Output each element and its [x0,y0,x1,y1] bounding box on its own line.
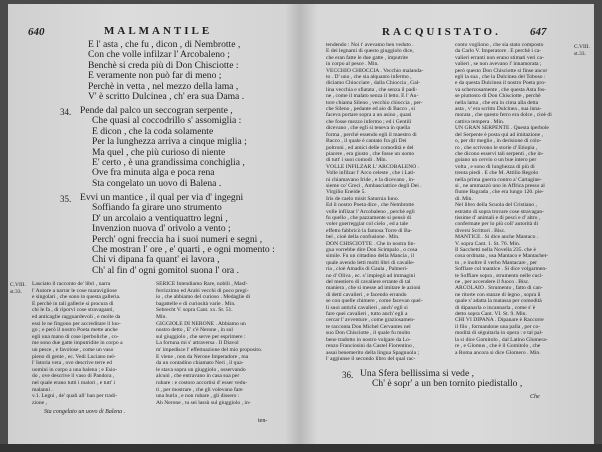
note-line: o, per dir meglio , in derisione di colo- [455,138,542,145]
note-line: maniera , che si messe ad imitare le azioni [326,285,421,292]
note-line: CHI VI DIPANA . Dipanare è Raccorre [455,317,544,324]
note-line: no d' Oliva , ec. s' impiegò ad immagini [326,272,416,279]
note-line: ria , cioè Amadis di Gaula , Palmeri- [326,266,408,273]
note-line: goiano un cervio o un bue intero per [455,157,537,164]
note-line: le stava sopra un giuggiolo , osservando [156,366,246,373]
verse-line: Chi vi dipana fa quant' ei lavora , [92,254,220,266]
note-line: una burla , e non rubare , gli dissero : [156,393,240,400]
note-line: e singolari , che sono in questa galleria. [32,294,121,301]
note-line: Sebrecht V. sopra Cant. xx. St. 51. [156,307,233,314]
note-line: l' Istoria vera , ove descrive terre ed [32,360,112,367]
note-line: egli la sua , che la Dulcinea del Toboso : [455,74,546,81]
verse-line: Con che volle infilzar l' Arcobaleno ; [88,49,230,61]
note-line: assai benemerito della lingua Spagnuola ; [326,349,420,356]
note-line: Ed il nostro Poeta dice , che Nembrotte [326,202,414,209]
note-line: diciamo Chiocciare , dalla Chioccia , Gal- [326,80,421,87]
verse-line: E' certo , è una grandissima conchiglia , [92,157,245,169]
note-line: malanni . [32,386,53,393]
verse-line: V' è scritto Dulcinea , ch' era sua Dama . [88,91,245,103]
running-head: RACQUISTATO. [382,26,501,38]
note-line: pieno di gente , ec. Vedi Luciano nel- [32,353,116,360]
note-line: però questo Don Chisciotte si finse ancor [455,67,548,74]
note-line: to , e inoltre il verbo Mantacare , per [455,259,538,266]
note-line: li suoi antichi cavalieri , anch' egli si [326,304,408,311]
note-line: in corpo al pesce . Min. [326,61,379,68]
note-line: suo Don Chisciotte , il quale fu molto [326,330,411,337]
note-line: VOLLE INFILZAR L' ARCOBALENO . [326,163,420,170]
note-line: estratto di sopra trovare cose stravagan- [455,208,544,215]
note-line: l' Autore a narrar le cose maravigliose [32,287,117,294]
note-line: renzo Franciosini da Castel Fiorentino , [326,343,415,350]
note-line: v.1. Legni , de' quali all' han per tradi- [32,393,118,400]
note-line: do , ove descrive il vaso di Pandora , [32,373,115,380]
note-line: valieri , se non avevano l' innamorata ; [455,61,542,68]
verse-line: D' un arcolaio a ventiquattro legni , [92,212,228,224]
note-line: essi le ne fingono per accreditare il luo- [32,320,121,327]
stanza-number: 34. [60,107,72,117]
note-line: di dipanarla o incannarla , come s' è [455,304,536,311]
note-line: uomini in corpo a una balena ; e Esio- [32,366,118,373]
note-line: che fosse mezzo infermo ; ed i Gentili [326,118,412,125]
verse-line: Che quasi al coccodrillo s' assomiglia : [92,115,242,127]
note-line: ne , come il malato senza il letto. E l' Au- [326,93,419,100]
note-line: trenta piedi . E che M. Attilio Regolo [455,170,539,177]
right-page [300,4,594,444]
note-line: del Serpente è posta qui ad imitazione , [455,131,543,138]
note-line: nella prima guerra contro a' Cartagine- [455,176,542,183]
catchword: ten- [258,418,268,424]
note-line: rubare : e costoro accortisi d' esser vedu- [156,379,248,386]
note-line: asta , v' era scritto Dulcinea , sua inna- [455,106,542,113]
left-page [8,4,300,444]
notes-column-2 [156,281,292,406]
note-line: nel quale erano tutti i malori , e tutt' i [32,379,116,386]
note-line: conto vogliono , che sia stato composto [455,42,544,48]
note-line: to . D' uno , che sia alquanto infermo , [326,74,412,81]
stanza-number: 36. [342,370,354,380]
note-line: e da questa Dulcinea il nostro Poeta pro- [455,80,546,87]
note-line: detto sopra Cant. VI. St. 9. Min. [455,311,527,318]
note-line: tore chiama Sileno , vecchio chioccia , per- [326,99,423,106]
note-line: simile. Fu un cittadino della Mancia , il [326,253,415,260]
note-line: Lasciato il racconto de' libri , narra [32,281,111,287]
note-line: di. Min. [455,195,473,202]
running-head: MALMANTILE [104,25,213,37]
note-line: cercar l' avventure , come graziosamen- [326,317,415,324]
verse-line: Benchè si creda più di Don Chisciotte : [88,59,239,71]
note-line: sul giuggiolo , che serve per esprimere : [156,333,246,340]
note-line: poltroni , ed amici delle comodità e del [326,144,414,151]
note-line: E perchè in tali gallerie si procura di [32,300,114,307]
verse-line: Ma quel , che più curioso di niente [92,146,226,158]
note-line: nostro detto , E' c'è Nerone , in sul [156,327,233,334]
note-line: il filo , formandone una palla , per co- [455,323,541,330]
note-line: di tutt' i suoi comodi . Min. [326,157,387,164]
note-line: Iris de caelo misit Saturnia Iuno. [326,195,400,202]
note-line: volle infilzar l' Arcobaleno , perchè egli [326,208,415,215]
note-line: da Carlo V. Imperatore . E perchè i ca- [455,48,542,55]
note-line: gua vorrebbe dire Don Scimpalo , o cosa [326,247,418,253]
verse-line: Pende dal palco un seccogran serpente , [80,105,233,116]
note-line: MANTICE . Si dice anche Mantaco . [455,234,539,241]
note-line: voler guerreggiar col cielo , ed a tale [326,221,408,228]
note-line: zione , [32,399,47,406]
note-line: se piuttosto di Don Chisciotte , perchè [455,93,541,100]
note-line: Ah Nerone , tu sei lassù sul giuggiolo , in- [156,399,251,406]
note-line: ne , per accendere il fuoco . Bisc. [455,279,530,286]
note-line: lina vecchia e sfiatata , che senza il padi- [326,86,418,93]
verse-line: E l' asta , che fu , dicon , di Nembrotte , [88,39,241,50]
notes-column-2 [455,42,572,356]
note-line: chi le fa , di riporvi cose stravaganti, [32,307,114,314]
note-line: un pesce , e favolose , come un vaso [32,346,114,353]
scanner-edge [0,444,602,452]
note-line: modità di sèguitarla in opera : e tal pal- [455,330,543,337]
note-line: che dicono esservi tali serpenti , che in- [455,150,544,157]
verse-line: Evvi un mantice , il qual per via d' ingegni [80,192,244,203]
verse-line: Invenzion nuova d' orivolo a vento ; [92,223,231,235]
catchword: Che [530,394,540,400]
note-line: piacere , era giusto , che fosse un uomo [326,150,415,157]
note-line: bene tradotto in nostro volgare da Lo- [326,336,411,343]
note-line: va scherzosamente , che questa Asta fos- [455,86,547,93]
stanza-number: 35. [60,194,72,204]
note-line: ne ritorte con stanze di legno , sopra il [455,291,541,298]
note-line: a Roma ancora si dice Glomero . Min. [455,349,541,356]
note-line: bagattelle e di curiosità varie . Min. [156,300,236,307]
note-line: si , ne ammazzò uno in Affrica presso al [455,182,545,189]
note-line: fu quello , che pazzamente si pensò di [326,214,412,221]
verse-line: Sta congelato un uovo di Balena . [92,177,222,189]
note-line: di detti cavalieri , e facendo errando [326,291,407,298]
notes-column-1 [32,281,152,406]
verse-line: Che mostran l' ore , e' quarti , e ogni momento : [92,244,275,256]
note-line: cosa ordinata , usa Mantaco e Mantachet- [455,253,549,260]
note-line: te Soffiare sopra , strumento nelle cuci- [455,272,544,279]
note-line: Min. [156,313,167,320]
note-line: Bacco , il quale è cantato fra gli Dei [326,138,407,145]
note-line: faceva portare sopra a un asino , quasi [326,112,412,119]
verse-line: Una Sfera bellissima si vede , [360,368,475,379]
stanza-34 [80,106,247,189]
note-line: l' aggiunse il secondo libro del qual rac- [326,355,416,362]
verse-line: Ch' è sopr' a un ben tornito piedistallo , [372,378,523,390]
note-line: E dei legnami di questo giuggiolo dice, [326,48,414,55]
note-line: re , e Glomus , che è il Gomitolo , che [455,343,541,350]
note-line: morata , che questo ferro era dolce , cioè di [455,112,552,119]
note-line: effetto fabbricò la famosa Torre di Ba- [326,227,413,234]
note-line: volta , e sono di lunghezza di più di [455,163,535,170]
margin-reference: C.VIII. st.33. [10,282,26,295]
stanza-36 [360,369,522,390]
note-line: UN GRAN SERPENTE . Questa iperbole [455,125,549,132]
note-line: ti , per mostrare , che gli volevano fare [156,386,243,393]
note-line: confermate per lo più coll' autorità di [455,221,539,228]
catchline: Sta congelato un uovo di Balena . [44,409,126,415]
note-line: del mestiero di cavaliere errante di tal [326,279,411,286]
note-line: Volle infilzar l' Arco celeste , che i Lati- [326,170,416,177]
note-line: io , che abbiamo del curioso . Medaglie di [156,294,251,301]
note-line: egli una mano di cose iperboliche , co- [32,333,119,340]
note-line: ed anticaglie ragguardevoli , e molte da [32,313,121,320]
verse-line: Ch' al fin d' ogni gomitol suona l' ora . [92,264,239,276]
page-number: 647 [530,26,547,38]
notes-column-1 [326,42,451,362]
note-line: Soffiare col mantice . Si dice volgarmen- [455,266,548,273]
note-line: GIGGIOLE DI NERONE . Abbiamo un [156,320,246,327]
note-line: V. sopra Cant. 1. St. 76. Min. [455,240,521,247]
note-line: Virgilio Eneide 5. [326,189,366,196]
note-line: DON CHISCIOTTE . Che in nostra lin- [326,240,416,247]
note-line: ARCOLAIO . Strumento , fatto di can- [455,285,543,292]
note-line: da un contadino chiamato Neri , il qua- [156,360,244,367]
note-line: sieme co' Greci , Ambasciatrice degli Dei . [326,182,422,189]
note-line: fiume Bagrada , che era lungo 120. pie- [455,189,544,196]
margin-reference: C.VIII. st.33. [574,44,590,57]
note-line: forma , perchè essendo egli il maestro di [326,131,417,138]
note-line: nella lama , che era in cima alla detta [455,99,539,106]
note-line: quale avendo letti molti libri di cavalle- [326,259,415,266]
note-line: tissime d' animali e di pesci e d' altro , [455,214,541,221]
note-line: quale s' adatta la matassa per comodità [455,298,542,305]
note-line: te racconta Don Michel Cervantes nel [326,323,411,330]
note-line: m' impedisce l' effettuazione del mio proposito. [156,346,263,353]
note-line: dicevano , che egli si teneva in quella [326,125,410,132]
note-line: me sono due gatte imputridite in corpo a [32,340,123,347]
note-line: se con quelle chimere , come facevan quel- [326,298,423,305]
note-line: che eran fatte le due gatte , imputrite [326,54,409,61]
note-line: SERICE Intendiamo Rare, nobili , Masf- [156,281,248,287]
note-line: alcuni , che entravano in casa sua per [156,373,240,380]
verse-line: Perchè in vetta , nel mezzo della lama , [88,80,239,92]
stanza-35 [80,193,275,276]
note-line: la si dice Gomitolo , dal Latino Glomera- [455,336,548,343]
page-number: 640 [28,26,45,38]
note-line: VECCHIO CHIOCCIA . Vecchio malanda- [326,67,424,74]
verse-line: Perch' ogni freccia ha i suoi numeri e segni , [92,233,263,245]
stanza-33-tail [88,40,244,102]
note-line: cattiva tempera . Min. [455,118,505,125]
verse-line: E dicon , che la coda solamente [92,125,214,137]
note-line: fare quei cavalieri , tutto anch' egli a [326,311,408,318]
note-line: che Sileno , pedante ed aio di Bacco , si [326,106,416,113]
note-line: go ; e però il nostro Poeta mette anche [32,327,118,334]
note-line: Nel libro della Scuola del Cristiano , [455,202,537,209]
note-line: valieri erranti non erano stimati veri ca- [455,54,544,61]
note-line: E viene , non da Nerone Imperadore , ma [156,353,249,360]
verse-line: E veramente non può far di meno ; [88,70,222,82]
verse-line: Ove fra minuta alga e poca rena [92,167,215,179]
note-line: ni chiamavano Iride , e la dicevano , in- [326,176,415,183]
note-line: diversi Scrittori . Bisc. [455,227,506,234]
note-line: bel , cioè della confusione . Min. [326,234,400,241]
note-line: La fortuna mi s' attraversa . Il Diavol [156,340,239,347]
note-line: ro , che scrivono le storie d' Etiopia , [455,144,538,151]
note-line: tendendo : Noi t' avevamo ben veduto . [326,42,414,48]
note-line: ferrizzimo ed Arabi vecchi di poco pregi- [156,287,249,294]
verse-line: Per la lunghezza arriva a cinque miglia ; [92,136,247,148]
verse-line: Soffiando fa girare uno strumento [92,202,222,214]
note-line: Il Sacchetti nella Novella 235. che è [455,247,536,253]
